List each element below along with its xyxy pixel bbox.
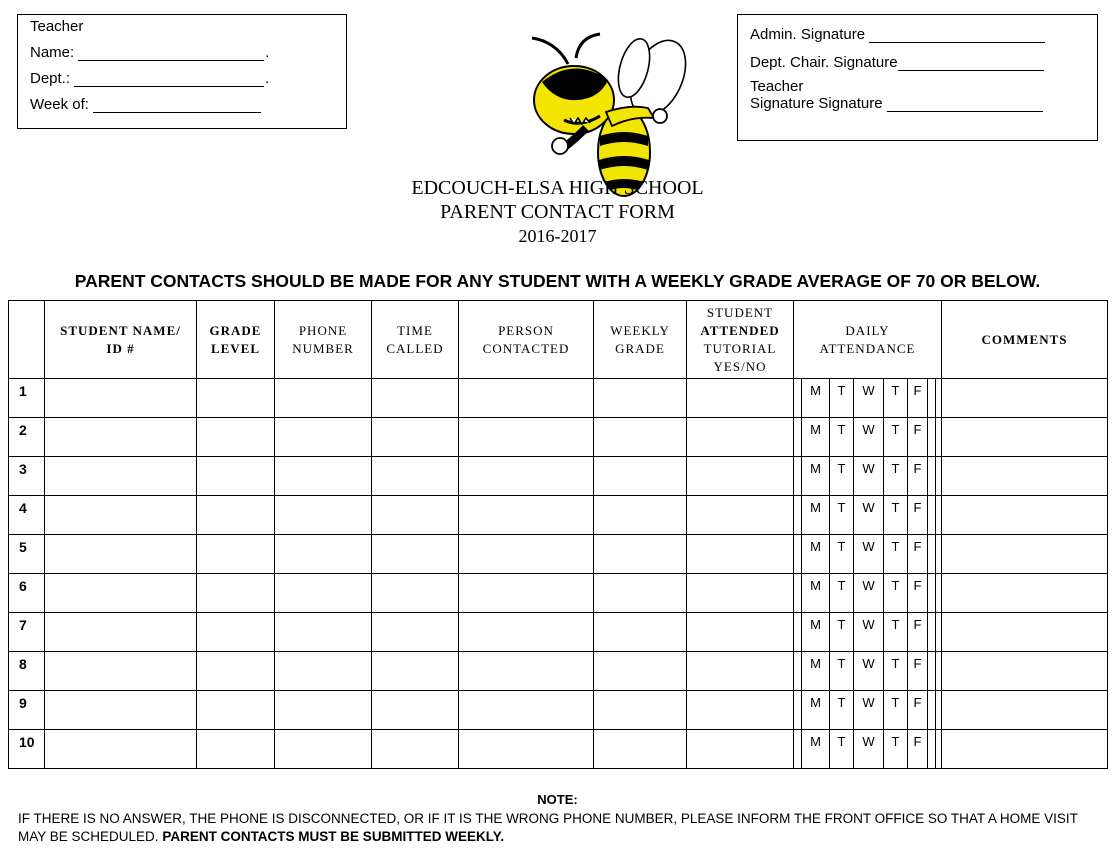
attendance-day[interactable]: T <box>884 496 908 534</box>
attendance-spacer <box>928 496 936 534</box>
note-emphasis: PARENT CONTACTS MUST BE SUBMITTED WEEKLY. <box>162 829 505 844</box>
attendance-day[interactable]: W <box>854 613 884 651</box>
tutorial-cell[interactable] <box>687 691 794 730</box>
attendance-day[interactable]: T <box>884 457 908 495</box>
attendance-day[interactable]: F <box>908 691 928 729</box>
time-called-cell[interactable] <box>372 535 459 574</box>
attendance-day[interactable]: W <box>854 496 884 534</box>
chair-signature-label: Dept. Chair. Signature <box>750 54 898 71</box>
school-name: EDCOUCH-ELSA HIGH SCHOOL <box>411 177 704 199</box>
grade-level-cell[interactable] <box>197 457 275 496</box>
person-contacted-cell[interactable] <box>459 496 594 535</box>
daily-attendance-cell <box>794 574 942 613</box>
attendance-day[interactable]: T <box>830 535 854 573</box>
person-contacted-cell[interactable] <box>459 379 594 418</box>
attendance-day[interactable]: M <box>802 574 830 612</box>
tutorial-cell[interactable] <box>687 379 794 418</box>
attendance-day[interactable]: T <box>830 496 854 534</box>
person-contacted-cell[interactable] <box>459 535 594 574</box>
attendance-day[interactable]: W <box>854 730 884 768</box>
attendance-day[interactable]: M <box>802 496 830 534</box>
dept-field[interactable] <box>74 71 264 87</box>
attendance-spacer <box>794 535 802 573</box>
person-header-line-1: PERSON <box>498 322 554 338</box>
attendance-header-line-2: ATTENDANCE <box>819 340 916 356</box>
tutorial-cell[interactable] <box>687 574 794 613</box>
attendance-spacer <box>794 613 802 651</box>
comments-cell[interactable] <box>942 613 1108 652</box>
daily-attendance-cell <box>794 535 942 574</box>
grade-level-cell[interactable] <box>197 691 275 730</box>
attendance-spacer <box>928 535 936 573</box>
daily-attendance-cell <box>794 379 942 418</box>
attendance-day[interactable]: T <box>830 379 854 417</box>
tutorial-cell[interactable] <box>687 418 794 457</box>
time-called-cell[interactable] <box>372 613 459 652</box>
phone-header-line-1: PHONE <box>298 322 348 338</box>
time-called-header <box>372 301 459 379</box>
weekly-grade-cell[interactable] <box>594 457 687 496</box>
attendance-day[interactable]: M <box>802 691 830 729</box>
note-title: NOTE: <box>537 792 578 807</box>
teacher-info-box <box>17 14 347 129</box>
attendance-day[interactable]: F <box>908 652 928 690</box>
weekly-grade-cell[interactable] <box>594 730 687 769</box>
teacher-label: Teacher <box>30 18 84 35</box>
table-row <box>9 652 1108 691</box>
phone-number-cell[interactable] <box>275 574 372 613</box>
teacher-signature-row <box>750 95 1097 112</box>
tutorial-cell[interactable] <box>687 457 794 496</box>
attendance-day[interactable]: W <box>854 652 884 690</box>
time-called-cell[interactable] <box>372 418 459 457</box>
school-year: 2016-2017 <box>518 226 597 246</box>
student-name-cell[interactable] <box>45 730 197 769</box>
attendance-spacer <box>928 379 936 417</box>
attendance-day[interactable]: T <box>830 418 854 456</box>
teacher-signature-label-2: Signature Signature <box>750 95 883 112</box>
attendance-day[interactable]: F <box>908 418 928 456</box>
comments-cell[interactable] <box>942 379 1108 418</box>
person-contacted-cell[interactable] <box>459 457 594 496</box>
phone-number-cell[interactable] <box>275 730 372 769</box>
attendance-day[interactable]: W <box>854 379 884 417</box>
attendance-spacer <box>794 457 802 495</box>
daily-attendance-header <box>794 301 942 379</box>
phone-header-line-2: NUMBER <box>292 340 354 356</box>
time-called-cell[interactable] <box>372 652 459 691</box>
teacher-signature-label-1: Teacher <box>750 78 804 95</box>
attendance-day[interactable]: F <box>908 457 928 495</box>
comments-cell[interactable] <box>942 457 1108 496</box>
time-header-line-2: CALLED <box>386 340 444 356</box>
admin-signature-label: Admin. Signature <box>750 26 866 43</box>
person-contacted-cell[interactable] <box>459 574 594 613</box>
table-row <box>9 496 1108 535</box>
daily-attendance-cell <box>794 613 942 652</box>
attendance-header-line-1: DAILY <box>845 322 890 338</box>
form-title: PARENT CONTACT FORM <box>440 201 675 223</box>
attendance-spacer <box>928 691 936 729</box>
attendance-day[interactable]: T <box>830 730 854 768</box>
weekly-header-line-1: WEEKLY <box>610 322 670 338</box>
tutorial-cell[interactable] <box>687 496 794 535</box>
weekly-grade-header <box>594 301 687 379</box>
weekly-grade-cell[interactable] <box>594 535 687 574</box>
comments-header <box>942 301 1108 379</box>
attendance-day[interactable]: M <box>802 613 830 651</box>
time-called-cell[interactable] <box>372 457 459 496</box>
attendance-spacer <box>794 652 802 690</box>
student-name-cell[interactable] <box>45 457 197 496</box>
phone-number-cell[interactable] <box>275 496 372 535</box>
attendance-day[interactable]: T <box>884 379 908 417</box>
daily-attendance-cell <box>794 691 942 730</box>
attendance-day[interactable]: T <box>884 418 908 456</box>
daily-attendance-cell <box>794 730 942 769</box>
row-number: 10 <box>9 730 45 769</box>
weekly-grade-cell[interactable] <box>594 496 687 535</box>
comments-cell[interactable] <box>942 574 1108 613</box>
comments-cell[interactable] <box>942 691 1108 730</box>
phone-number-cell[interactable] <box>275 457 372 496</box>
row-number: 1 <box>9 379 45 418</box>
person-contacted-cell[interactable] <box>459 418 594 457</box>
attendance-spacer <box>794 574 802 612</box>
daily-attendance-cell <box>794 652 942 691</box>
note-body: IF THERE IS NO ANSWER, THE PHONE IS DISCONNECTED, OR IF IT IS THE WRONG PHONE NUMBER, PLEASE INFORM THE FRONT OFFICE SO THAT A HOME VISIT MAY BE SCHEDULED. <box>18 811 1078 844</box>
time-called-cell[interactable] <box>372 379 459 418</box>
attendance-day[interactable]: T <box>884 613 908 651</box>
attendance-spacer <box>794 730 802 768</box>
teacher-signature-label-row <box>750 77 1097 95</box>
table-row <box>9 379 1108 418</box>
row-number: 6 <box>9 574 45 613</box>
attendance-day[interactable]: W <box>854 535 884 573</box>
row-number: 7 <box>9 613 45 652</box>
daily-attendance-cell <box>794 418 942 457</box>
weekly-grade-cell[interactable] <box>594 379 687 418</box>
chair-signature-field[interactable] <box>898 57 1044 71</box>
teacher-signature-field[interactable] <box>887 98 1043 112</box>
attendance-day[interactable]: M <box>802 457 830 495</box>
teacher-label-row <box>30 17 346 35</box>
weekly-grade-cell[interactable] <box>594 652 687 691</box>
grade-notice: PARENT CONTACTS SHOULD BE MADE FOR ANY STUDENT WITH A WEEKLY GRADE AVERAGE OF 70 OR BELOW. <box>74 271 1041 291</box>
table-row <box>9 730 1108 769</box>
table-row <box>9 613 1108 652</box>
grade-level-header <box>197 301 275 379</box>
name-dot: . <box>265 44 270 61</box>
phone-number-cell[interactable] <box>275 652 372 691</box>
attendance-spacer <box>928 418 936 456</box>
grade-level-cell[interactable] <box>197 535 275 574</box>
attendance-spacer <box>928 652 936 690</box>
person-contacted-cell[interactable] <box>459 613 594 652</box>
tutorial-cell[interactable] <box>687 613 794 652</box>
week-field[interactable] <box>93 97 261 113</box>
row-number: 4 <box>9 496 45 535</box>
attendance-spacer <box>794 691 802 729</box>
comments-header-label: COMMENTS <box>981 331 1068 347</box>
name-row <box>30 35 346 61</box>
comments-cell[interactable] <box>942 652 1108 691</box>
table-row <box>9 457 1108 496</box>
person-contacted-cell[interactable] <box>459 730 594 769</box>
comments-cell[interactable] <box>942 730 1108 769</box>
attendance-day[interactable]: T <box>884 652 908 690</box>
table-row <box>9 418 1108 457</box>
tutorial-cell[interactable] <box>687 730 794 769</box>
attendance-day[interactable]: W <box>854 691 884 729</box>
row-number: 8 <box>9 652 45 691</box>
weekly-header-line-2: GRADE <box>615 340 665 356</box>
student-name-cell[interactable] <box>45 691 197 730</box>
grade-level-cell[interactable] <box>197 574 275 613</box>
phone-number-cell[interactable] <box>275 535 372 574</box>
dept-label: Dept.: <box>30 70 71 87</box>
person-contacted-cell[interactable] <box>459 691 594 730</box>
attendance-day[interactable]: W <box>854 418 884 456</box>
tutorial-cell[interactable] <box>687 652 794 691</box>
attendance-day[interactable]: M <box>802 535 830 573</box>
name-label: Name: <box>30 44 75 61</box>
dept-row <box>30 61 346 87</box>
row-number: 5 <box>9 535 45 574</box>
tutorial-header-line-2: ATTENDED <box>700 322 780 338</box>
comments-cell[interactable] <box>942 496 1108 535</box>
attendance-day[interactable]: T <box>830 652 854 690</box>
grade-level-cell[interactable] <box>197 613 275 652</box>
attendance-spacer <box>928 613 936 651</box>
attendance-day[interactable]: F <box>908 730 928 768</box>
phone-number-cell[interactable] <box>275 691 372 730</box>
attendance-day[interactable]: T <box>884 730 908 768</box>
row-number: 3 <box>9 457 45 496</box>
attendance-day[interactable]: T <box>884 691 908 729</box>
phone-number-header <box>275 301 372 379</box>
week-label: Week of: <box>30 96 89 113</box>
attendance-day[interactable]: M <box>802 379 830 417</box>
student-name-header-line-1: STUDENT NAME/ <box>60 322 181 338</box>
table-row <box>9 535 1108 574</box>
attendance-day[interactable]: M <box>802 730 830 768</box>
dept-dot: . <box>265 70 270 87</box>
time-called-cell[interactable] <box>372 730 459 769</box>
row-number: 9 <box>9 691 45 730</box>
row-number: 2 <box>9 418 45 457</box>
attendance-spacer <box>794 418 802 456</box>
admin-signature-field[interactable] <box>869 29 1045 43</box>
attendance-day[interactable]: F <box>908 496 928 534</box>
chair-signature-row <box>750 49 1097 71</box>
tutorial-header <box>687 301 794 379</box>
attendance-day[interactable]: F <box>908 535 928 573</box>
attendance-day[interactable]: M <box>802 652 830 690</box>
attendance-day[interactable]: W <box>854 574 884 612</box>
student-name-header-line-2: ID # <box>106 340 135 356</box>
daily-attendance-cell <box>794 457 942 496</box>
phone-number-cell[interactable] <box>275 379 372 418</box>
student-name-cell[interactable] <box>45 535 197 574</box>
name-field[interactable] <box>78 45 264 61</box>
attendance-day[interactable]: F <box>908 574 928 612</box>
grade-level-cell[interactable] <box>197 652 275 691</box>
daily-attendance-cell <box>794 496 942 535</box>
phone-number-cell[interactable] <box>275 418 372 457</box>
attendance-day[interactable]: T <box>884 574 908 612</box>
student-name-cell[interactable] <box>45 496 197 535</box>
student-name-header <box>45 301 197 379</box>
yellow-jacket-mascot-icon <box>520 28 690 200</box>
week-row <box>30 87 346 113</box>
table-header-row <box>9 301 1108 379</box>
tutorial-header-line-1: STUDENT <box>706 304 774 320</box>
person-header-line-2: CONTACTED <box>482 340 570 356</box>
grade-level-cell[interactable] <box>197 730 275 769</box>
weekly-grade-cell[interactable] <box>594 574 687 613</box>
time-header-line-1: TIME <box>397 322 433 338</box>
time-called-cell[interactable] <box>372 496 459 535</box>
attendance-day[interactable]: M <box>802 418 830 456</box>
weekly-grade-cell[interactable] <box>594 418 687 457</box>
comments-cell[interactable] <box>942 418 1108 457</box>
attendance-spacer <box>928 457 936 495</box>
attendance-spacer <box>928 730 936 768</box>
attendance-spacer <box>794 379 802 417</box>
attendance-day[interactable]: W <box>854 457 884 495</box>
weekly-grade-cell[interactable] <box>594 613 687 652</box>
signature-box <box>737 14 1098 141</box>
person-contacted-header <box>459 301 594 379</box>
tutorial-header-line-3: TUTORIAL <box>703 340 777 356</box>
student-name-cell[interactable] <box>45 652 197 691</box>
parent-contact-table <box>8 300 1108 769</box>
grade-level-cell[interactable] <box>197 496 275 535</box>
admin-signature-row <box>750 21 1097 43</box>
student-name-cell[interactable] <box>45 379 197 418</box>
attendance-day[interactable]: F <box>908 613 928 651</box>
student-name-cell[interactable] <box>45 574 197 613</box>
attendance-day[interactable]: F <box>908 379 928 417</box>
phone-number-cell[interactable] <box>275 613 372 652</box>
attendance-day[interactable]: T <box>830 457 854 495</box>
tutorial-cell[interactable] <box>687 535 794 574</box>
grade-level-header-line-2: LEVEL <box>210 340 261 356</box>
student-name-cell[interactable] <box>45 613 197 652</box>
grade-level-cell[interactable] <box>197 418 275 457</box>
grade-level-cell[interactable] <box>197 379 275 418</box>
comments-cell[interactable] <box>942 535 1108 574</box>
note-text <box>18 810 1078 846</box>
table-row <box>9 574 1108 613</box>
attendance-day[interactable]: T <box>884 535 908 573</box>
row-number-header <box>9 301 45 379</box>
student-name-cell[interactable] <box>45 418 197 457</box>
attendance-spacer <box>794 496 802 534</box>
person-contacted-cell[interactable] <box>459 652 594 691</box>
table-row <box>9 691 1108 730</box>
tutorial-header-line-4: YES/NO <box>713 358 767 374</box>
weekly-grade-cell[interactable] <box>594 691 687 730</box>
time-called-cell[interactable] <box>372 574 459 613</box>
attendance-day[interactable]: T <box>830 613 854 651</box>
attendance-spacer <box>928 574 936 612</box>
attendance-day[interactable]: T <box>830 574 854 612</box>
attendance-day[interactable]: T <box>830 691 854 729</box>
grade-level-header-line-1: GRADE <box>209 322 262 338</box>
time-called-cell[interactable] <box>372 691 459 730</box>
